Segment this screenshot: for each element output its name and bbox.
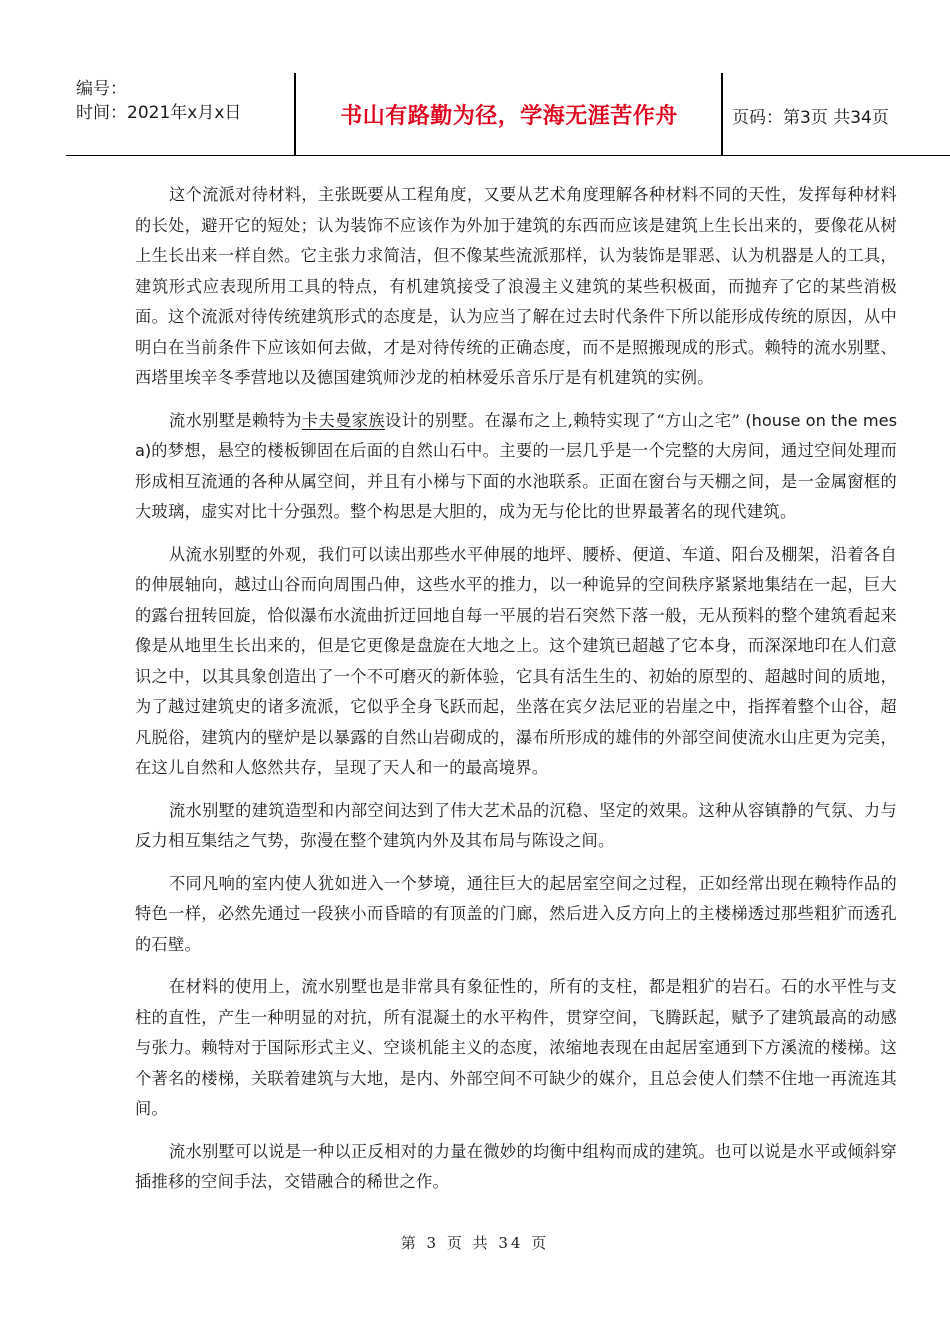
header-motto: 书山有路勤为径，学海无涯苦作舟 — [340, 104, 678, 129]
paragraph-text: 的梦想，悬空的楼板铆固在后面的自然山石中。主要的一层几乎是一个完整的大房间，通过空间处理而形成相互流通的各种从属空间，并且有小梯与下面的水池联系。正面在窗台与天棚之间，是一金属窗框的大玻璃，虚实对比十分强烈。整个构思是大胆的，成为无与伦比的世界最著名的现代建筑。 — [135, 441, 897, 521]
paragraph-form-space: 流水别墅的建筑造型和内部空间达到了伟大艺术品的沉稳、坚定的效果。这种从容镇静的气氛、力与反力相互集结之气势，弥漫在整个建筑内外及其布局与陈设之间。 — [135, 800, 897, 850]
serial-number-label: 编号： — [76, 79, 127, 99]
paragraph-text: 设计的别墅。在瀑布之上,赖特实现了“方山之宅” — [384, 410, 741, 430]
header-divider-right — [721, 73, 723, 155]
header-meta — [76, 77, 296, 125]
header-page-info: 页码：第3页 共34页 — [732, 108, 889, 128]
paragraph-materials: 在材料的使用上，流水别墅也是非常具有象征性的，所有的支柱，都是粗犷的岩石。石的水平性与支柱的直性，产生一种明显的对抗，所有混凝土的水平构件，贯穿空间，飞腾跃起，赋予了建筑最高的动感与张力。赖特对于国际形式主义、空谈机能主义的态度，浓缩地表现在由起居室通到下方溪流的楼梯。这个著名的楼梯，关联着建筑与大地，是内、外部空间不可缺少的媒介，且总会使人们禁不住地一再流连其间。 — [135, 977, 897, 1118]
page-footer: 第 3 页 共 34 页 — [400, 1234, 550, 1252]
page-header — [66, 73, 950, 156]
paragraph-latin-text: (house on the mesa) — [135, 410, 898, 460]
paragraph-fallingwater-intro — [135, 406, 897, 528]
paragraph-interior: 不同凡响的室内使人犹如进入一个梦境，通往巨大的起居室空间之过程，正如经常出现在赖特作品的特色一样，必然先通过一段狭小而昏暗的有顶盖的门廊，然后进入反方向上的主楼梯透过那些粗犷而透孔的石壁。 — [135, 873, 897, 954]
paragraph-exterior: 从流水别墅的外观，我们可以读出那些水平伸展的地坪、腰桥、便道、车道、阳台及棚架，沿着各自的伸展轴向，越过山谷而向周围凸伸，这些水平的推力，以一种诡异的空间秩序紧紧地集结在一起，巨大的露台扭转回旋，恰似瀑布水流曲折迂回地自每一平展的岩石突然下落一般，无从预料的整个建筑看起来像是从地里生长出来的，但是它更像是盘旋在大地之上。这个建筑已超越了它本身，而深深地印在人们意识之中，以其具象创造出了一个不可磨灭的新体验，它具有活生生的、初始的原型的、超越时间的质地，为了越过建筑史的诸多流派，它似乎全身飞跃而起，坐落在宾夕法尼亚的岩崖之中，指挥着整个山谷，超凡脱俗，建筑内的壁炉是以暴露的自然山岩砌成的，瀑布所形成的雄伟的外部空间使流水山庄更为完美，在这儿自然和人悠然共存，呈现了天人和一的最高境界。 — [135, 544, 897, 777]
paragraph-conclusion: 流水别墅可以说是一种以正反相对的力量在微妙的均衡中组构而成的建筑。也可以说是水平或倾斜穿插推移的空间手法，交错融合的稀世之作。 — [135, 1141, 897, 1191]
date-label: 时间：2021年x月x日 — [76, 103, 242, 123]
document-body — [135, 180, 897, 1210]
paragraph-organic-architecture: 这个流派对待材料，主张既要从工程角度，又要从艺术角度理解各种材料不同的天性，发挥每种材料的长处，避开它的短处；认为装饰不应该作为外加于建筑的东西而应该是建筑上生长出来的，要像花从树上生长出来一样自然。它主张力求简洁，但不像某些流派那样，认为装饰是罪恶、认为机器是人的工具，建筑形式应表现所用工具的特点，有机建筑接受了浪漫主义建筑的某些积极面，而抛弃了它的某些消极面。这个流派对待传统建筑形式的态度是，认为应当了解在过去时代条件下所以能形成传统的原因，从中明白在当前条件下应该如何去做，才是对待传统的正确态度，而不是照搬现成的形式。赖特的流水别墅、西塔里埃辛冬季营地以及德国建筑师沙龙的柏林爱乐音乐厅是有机建筑的实例。 — [135, 185, 897, 387]
kaufmann-family-link[interactable]: 卡夫曼家族 — [301, 410, 385, 430]
paragraph-text: 流水别墅是赖特为 — [169, 410, 302, 430]
